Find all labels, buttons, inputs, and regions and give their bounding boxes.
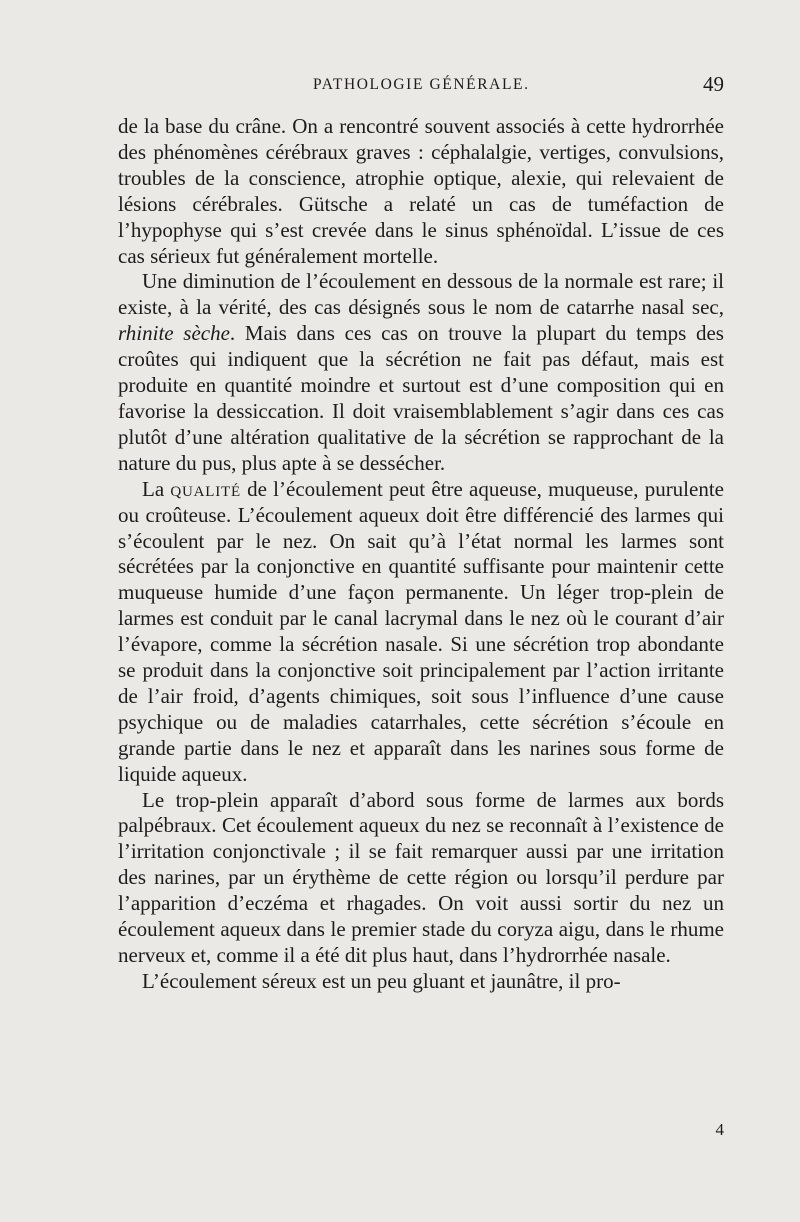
paragraph-1: de la base du crâne. On a rencontré souvent associés à cette hydrorrhée des phénomènes cérébraux graves : céphalalgie, vertiges, convulsions, troubles de la conscience, atrophie optique, alexie, qui relevaient de lésions cérébrales. Gütsche a relaté un cas de tuméfaction de l’hypophyse qui s’est crevée dans le sinus sphénoïdal. L’issue de ces cas sérieux fut généralement mortelle. [118, 114, 724, 268]
page-number: 49 [703, 72, 724, 96]
running-title: PATHOLOGIE GÉNÉRALE. [313, 76, 530, 93]
paragraph-3 [118, 477, 724, 788]
paragraph-3-text: de l’écoulement peut être aqueuse, muqueuse, purulente ou croûteuse. L’écoulement aqueux doit être différencié des larmes qui s’écoulent par le nez. On sait qu’à l’état normal les larmes sont sécrétées par la conjonctive en quantité suffisante pour maintenir cette muqueuse humide d’une façon permanente. Un léger trop-plein de larmes est conduit par le canal lacrymal dans le nez où le courant d’air l’évapore, comme la sécrétion nasale. Si une sécrétion trop abondante se produit dans la conjonctive soit principalement par l’action irritante de l’air froid, d’agents chimiques, soit sous l’influence d’une cause psychique ou de maladies catarrhales, cette sécrétion s’écoule en grande partie dans le nez et apparaît dans les narines sous forme de liquide aqueux. [118, 476, 724, 786]
paragraph-2-text-a: Une diminution de l’écoulement en dessous de la normale est rare; il existe, à la vérité, des cas désignés sous le nom de catarrhe nasal sec, [118, 269, 724, 320]
paragraph-4: Le trop-plein apparaît d’abord sous forme de larmes aux bords palpébraux. Cet écoulement aqueux du nez se reconnaît à l’existence de l’irritation conjonctivale ; il se fait remarquer aussi par une irritation des narines, par un érythème de cette région ou lorsqu’il perdure par l’apparition d’eczéma et rhagades. On voit aussi sortir du nez un écoulement aqueux dans le premier stade du coryza aigu, dans le rhume nerveux et, comme il a été dit plus haut, dans l’hydrorrhée nasale. [118, 787, 724, 967]
small-caps-term: qualité [170, 476, 241, 501]
paragraph-2-text-b: . Mais dans ces cas on trouve la plupart du temps des croûtes qui indiquent que la sécrétion ne fait pas défaut, mais est produite en quantité moindre et surtout est d’une composition qui en favorise la dessiccation. Il doit vraisemblablement s’agir dans ces cas plutôt d’une altération qualitative de la sécrétion se rapprochant de la nature du pus, plus apte à se dessécher. [118, 321, 724, 475]
signature-mark: 4 [715, 1120, 724, 1139]
paragraph-3-lead: La [142, 476, 171, 501]
body-text [118, 114, 724, 995]
paragraph-5: L’écoulement séreux est un peu gluant et jaunâtre, il pro- [142, 968, 621, 993]
italic-term: rhinite sèche [118, 321, 230, 346]
page-header [118, 72, 724, 100]
paragraph-2 [118, 269, 724, 476]
